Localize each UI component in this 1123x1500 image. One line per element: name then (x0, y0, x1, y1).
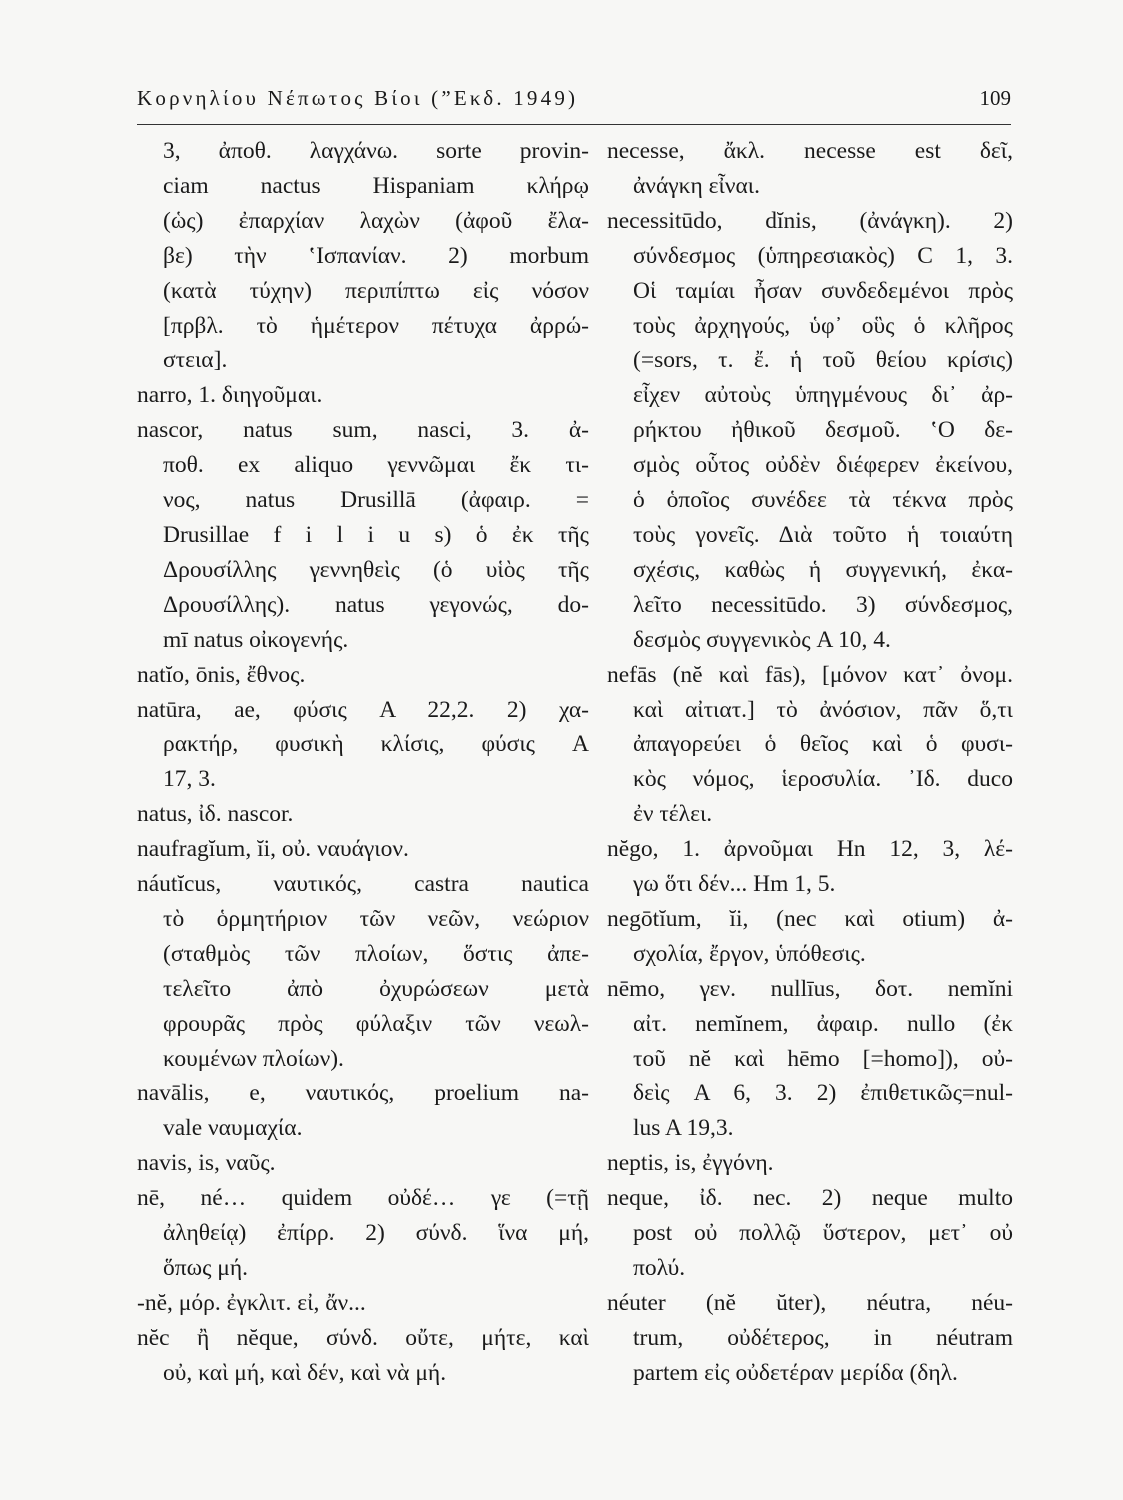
entry-headline: nē, né… quidem οὐδέ… γε (=τῇ (137, 1185, 589, 1212)
entry-line: σύνδεσμος (ὑπηρεσιακὸς) C 1, 3. (633, 242, 1013, 269)
entry-line: ποθ. ex aliquo γεννῶμαι ἔκ τι- (163, 452, 589, 479)
dictionary-entry (137, 1181, 589, 1286)
entry-line: Drusillae f i l i u s) ὁ ἐκ τῆς (163, 521, 589, 548)
page-number: 109 (979, 86, 1011, 110)
dictionary-entry (137, 658, 589, 693)
entry-headline: natĭo, ōnis, ἔθνος. (137, 661, 306, 688)
entry-headline: negōtĭum, ĭi, (nec καὶ otium) ἀ- (607, 905, 1013, 932)
dictionary-entry (607, 204, 1013, 658)
entry-line: κὸς νόμος, ἱεροσυλία. ᾿Ιδ. duco (633, 766, 1013, 793)
entry-headline: nēmo, γεν. nullīus, δοτ. nemĭni (607, 975, 1013, 1002)
entry-line: ciam nactus Hispaniam κλήρῳ (163, 172, 589, 199)
entry-headline: natūra, ae, φύσις A 22,2. 2) χα- (137, 696, 589, 723)
entry-headline: natus, ἰδ. nascor. (137, 801, 294, 828)
entry-line: τοὺς ἀρχηγούς, ὑφ᾽ οὓς ὁ κλῆρος (633, 312, 1013, 339)
entry-line: (ὡς) ἐπαρχίαν λαχὼν (ἀφοῦ ἔλα- (163, 207, 589, 234)
dictionary-entry (137, 867, 589, 1076)
entry-line: τὸ ὁρμητήριον τῶν νεῶν, νεώριον (163, 905, 589, 932)
entry-headline: necesse, ἄκλ. necesse est δεῖ, (607, 138, 1013, 164)
entry-line: ρακτήρ, φυσικὴ κλίσις, φύσις A (163, 731, 589, 758)
entry-line: (κατὰ τύχην) περιπίπτω εἰς νόσον (163, 277, 589, 304)
entry-line: οὐ, καὶ μή, καὶ δέν, καὶ νὰ μή. (163, 1359, 447, 1386)
dictionary-entry (137, 413, 589, 657)
entry-headline: néuter (nĕ ŭter), néutra, néu- (607, 1289, 1013, 1316)
entry-line: νος, natus Drusillā (ἀφαιρ. = (163, 487, 589, 514)
entry-line: Δρουσίλλης γεννηθεὶς (ὁ υἱὸς τῆς (163, 556, 589, 583)
entry-headline: narro, 1. διηγοῦμαι. (137, 382, 323, 409)
entry-headline: necessitūdo, dĭnis, (ἀνάγκη). 2) (607, 207, 1013, 234)
entry-line: ὅπως μή. (163, 1255, 249, 1281)
entry-line: γω ὅτι δέν... Hm 1, 5. (633, 871, 836, 898)
entry-line: ἀληθείᾳ) ἐπίρρ. 2) σύνδ. ἵνα μή, (163, 1220, 589, 1247)
entry-line: τελεῖτο ἀπὸ ὀχυρώσεων μετὰ (163, 975, 589, 1002)
entry-line: καὶ αἰτιατ.] τὸ ἀνόσιον, πᾶν ὅ,τι (633, 696, 1013, 723)
entry-line: mī natus οἰκογενής. (163, 626, 349, 653)
running-head-title: Κορνηλίου Νέπωτος Βίοι (”Εκδ. 1949) (137, 86, 579, 110)
dictionary-entry (137, 832, 589, 867)
entry-headline: navālis, e, ναυτικός, proelium na- (137, 1080, 589, 1107)
entry-line: ἀπαγορεύει ὁ θεῖος καὶ ὁ φυσι- (633, 731, 1013, 758)
dictionary-entry (607, 832, 1013, 902)
entry-line: εἶχεν αὐτοὺς ὑπηγμένους δι᾽ ἀρ- (633, 382, 1013, 409)
dictionary-entry (607, 1286, 1013, 1391)
dictionary-entry (607, 1181, 1013, 1286)
entry-headline: náutĭcus, ναυτικός, castra nautica (137, 871, 589, 898)
entry-line: partem εἰς οὐδετέραν μερίδα (δηλ. (633, 1359, 958, 1386)
entry-line: ἐν τέλει. (633, 801, 713, 828)
dictionary-entry (137, 693, 589, 798)
entry-line: Δρουσίλλης). natus γεγονώς, do- (163, 591, 589, 618)
entry-headline: nĕc ἢ nĕque, σύνδ. οὔτε, μήτε, καὶ (137, 1324, 589, 1351)
entry-line: ὁ ὁποῖος συνέδεε τὰ τέκνα πρὸς (633, 487, 1013, 514)
entry-line: σχολία, ἔργον, ὑπόθεσις. (633, 940, 866, 967)
entry-line: πολύ. (633, 1255, 686, 1281)
entry-line: δεσμὸς συγγενικὸς A 10, 4. (633, 626, 891, 653)
entry-line: αἰτ. nemĭnem, ἀφαιρ. nullo (ἐκ (633, 1010, 1013, 1037)
entry-line: κουμένων πλοίων). (163, 1045, 344, 1072)
entry-line: [πρβλ. τὸ ἡμέτερον πέτυχα ἀρρώ- (163, 312, 589, 339)
entry-line: lus A 19,3. (633, 1115, 734, 1142)
left-column (137, 134, 589, 1391)
entry-line: βε) τὴν ʽΙσπανίαν. 2) morbum (163, 242, 589, 269)
entry-line: σχέσις, καθὼς ἡ συγγενική, ἐκα- (633, 556, 1013, 583)
entry-headline: nefās (nĕ καὶ fās), [μόνον κατ᾽ ὀνομ. (607, 661, 1013, 688)
dictionary-entry (137, 134, 589, 378)
entry-line: (=sors, τ. ἔ. ἡ τοῦ θείου κρίσις) (633, 347, 1013, 374)
entry-line: ἀνάγκη εἶναι. (633, 172, 760, 199)
entry-line: ρήκτου ἠθικοῦ δεσμοῦ. ʽΟ δε- (633, 417, 1013, 444)
entry-line: λεῖτο necessitūdo. 3) σύνδεσμος, (633, 591, 1013, 618)
entry-line: δεὶς A 6, 3. 2) ἐπιθετικῶς=nul- (633, 1080, 1013, 1107)
dictionary-entry (137, 1076, 589, 1146)
entry-headline: naufragĭum, ĭi, οὐ. ναυάγιον. (137, 836, 409, 863)
entry-line: τοῦ nĕ καὶ hēmo [=homo]), οὐ- (633, 1045, 1013, 1072)
entry-line: (σταθμὸς τῶν πλοίων, ὅστις ἀπε- (163, 940, 589, 967)
entry-line: vale ναυμαχία. (163, 1115, 303, 1142)
entry-line: τοὺς γονεῖς. Διὰ τοῦτο ἡ τοιαύτη (633, 521, 1013, 548)
dictionary-entry (607, 1146, 1013, 1181)
dictionary-entry (137, 1286, 589, 1321)
entry-line: post οὐ πολλῷ ὕστερον, μετ᾽ οὐ (633, 1220, 1013, 1247)
entry-headline: nascor, natus sum, nasci, 3. ἀ- (137, 417, 589, 444)
entry-headline: navis, is, ναῦς. (137, 1150, 276, 1177)
dictionary-entry (607, 134, 1013, 204)
entry-headline: nĕgo, 1. ἀρνοῦμαι Hn 12, 3, λέ- (607, 836, 1013, 863)
entry-line: trum, οὐδέτερος, in néutram (633, 1324, 1013, 1351)
entry-headline: neque, ἰδ. nec. 2) neque multo (607, 1185, 1013, 1212)
right-column (607, 134, 1013, 1391)
dictionary-entry (137, 1146, 589, 1181)
dictionary-entry (607, 972, 1013, 1147)
entry-line: 17, 3. (163, 766, 216, 793)
entry-line: στεια]. (163, 347, 228, 374)
entry-line: φρουρᾶς πρὸς φύλαξιν τῶν νεωλ- (163, 1010, 589, 1037)
dictionary-entry (137, 1321, 589, 1391)
entry-headline: -nĕ, μόρ. ἐγκλιτ. εἰ, ἄν... (137, 1289, 366, 1316)
entry-headline: neptis, is, ἐγγόνη. (607, 1150, 774, 1177)
dictionary-entry (137, 378, 589, 413)
entry-headline: 3, ἀποθ. λαγχάνω. sorte provin- (163, 138, 589, 164)
entry-line: Οἱ ταμίαι ἦσαν συνδεδεμένοι πρὸς (633, 277, 1013, 304)
dictionary-entry (607, 902, 1013, 972)
header-rule (137, 124, 1011, 125)
dictionary-entry (607, 658, 1013, 833)
entry-line: σμὸς οὗτος οὐδὲν διέφερεν ἐκείνου, (633, 452, 1013, 479)
dictionary-entry (137, 797, 589, 832)
